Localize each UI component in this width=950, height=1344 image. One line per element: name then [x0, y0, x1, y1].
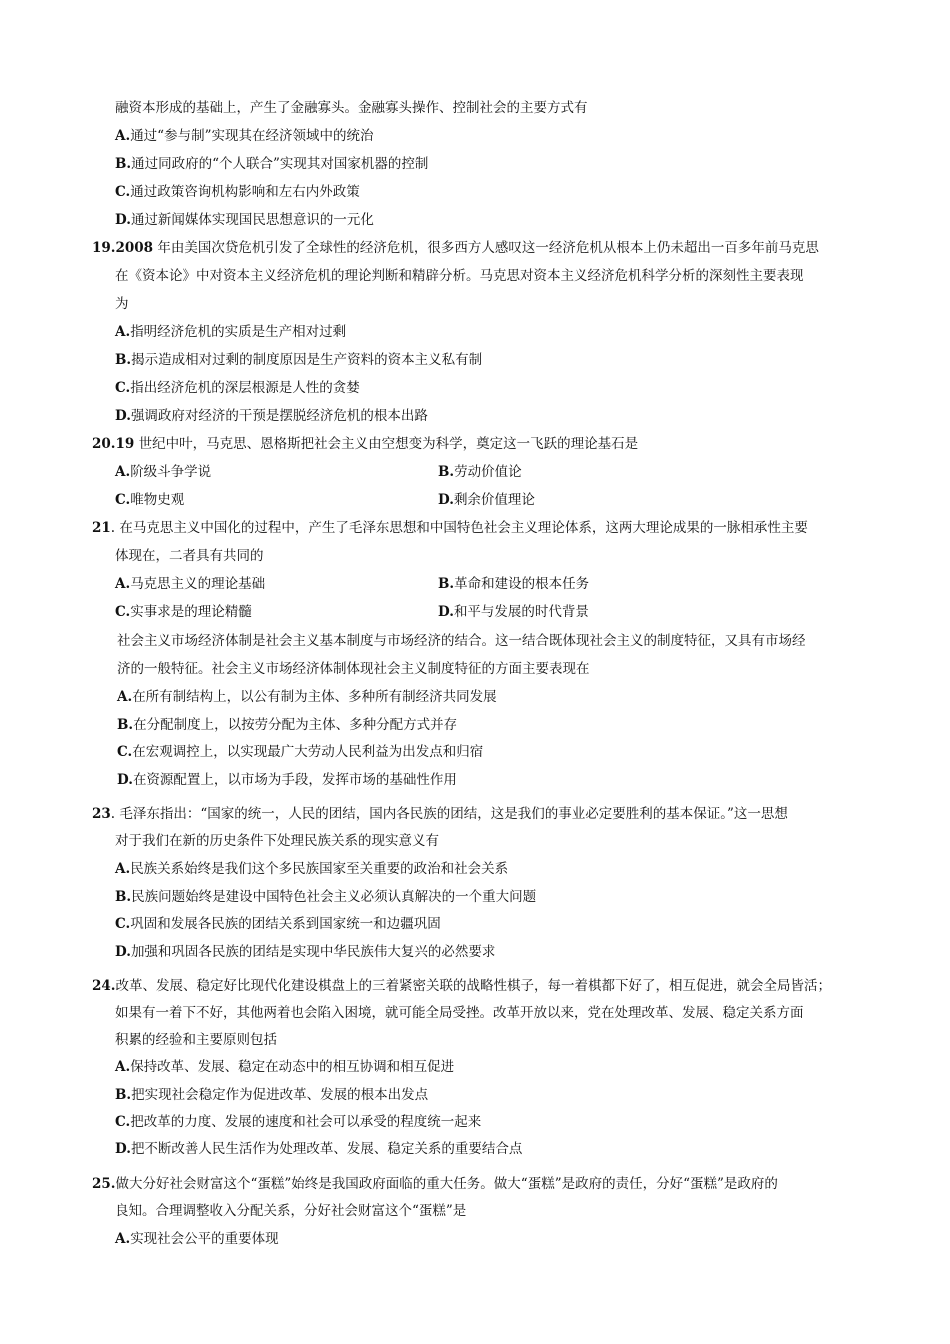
question-23-option-d: D.加强和巩固各民族的团结是实现中华民族伟大复兴的必然要求 — [115, 944, 496, 960]
question-22-stem-line-1: 社会主义市场经济体制是社会主义基本制度与市场经济的结合。这一结合既体现社会主义的制度特征，又具有市场经 — [117, 633, 806, 649]
question-21-stem-line-1: 21. 在马克思主义中国化的过程中，产生了毛泽东思想和中国特色社会主义理论体系，这两大理论成果的一脉相承性主要 — [92, 520, 808, 536]
question-19-option-d: D.强调政府对经济的干预是摆脱经济危机的根本出路 — [115, 408, 428, 424]
question-18-stem-tail: 融资本形成的基础上，产生了金融寡头。金融寡头操作、控制社会的主要方式有 — [115, 100, 588, 116]
question-18-option-a: A.通过“参与制”实现其在经济领域中的统治 — [115, 128, 374, 144]
question-22-option-d: D.在资源配置上，以市场为手段，发挥市场的基础性作用 — [117, 772, 457, 788]
question-23-option-b: B.民族问题始终是建设中国特色社会主义必须认真解决的一个重大问题 — [115, 889, 537, 905]
question-24-option-a: A.保持改革、发展、稳定在动态中的相互协调和相互促进 — [115, 1059, 455, 1075]
question-21-option-d: D.和平与发展的时代背景 — [438, 604, 589, 620]
question-24-stem-line-3: 积累的经验和主要原则包括 — [115, 1032, 277, 1048]
question-24-stem-line-2: 如果有一着下不好，其他两着也会陷入困境，就可能全局受挫。改革开放以来，党在处理改革、发展、稳定关系方面 — [115, 1005, 804, 1021]
question-19-stem-line-2: 在《资本论》中对资本主义经济危机的理论判断和精辟分析。马克思对资本主义经济危机科学分析的深刻性主要表现 — [115, 268, 804, 284]
question-18-option-b: B.通过同政府的“个人联合”实现其对国家机器的控制 — [115, 156, 429, 172]
question-22-option-c: C.在宏观调控上，以实现最广大劳动人民利益为出发点和归宿 — [117, 744, 484, 760]
question-25-option-a: A.实现社会公平的重要体现 — [115, 1231, 279, 1247]
question-18-option-d: D.通过新闻媒体实现国民思想意识的一元化 — [115, 212, 374, 228]
question-20-stem: 20.19 世纪中叶，马克思、恩格斯把社会主义由空想变为科学，奠定这一飞跃的理论基石是 — [92, 436, 639, 452]
question-24-stem-line-1: 24.改革、发展、稳定好比现代化建设棋盘上的三着紧密关联的战略性棋子，每一着棋都下好了，相互促进，就会全局皆活； — [92, 978, 831, 994]
question-25-stem-line-1: 25.做大分好社会财富这个“蛋糕”始终是我国政府面临的重大任务。做大“蛋糕”是政府的责任，分好“蛋糕”是政府的 — [92, 1176, 778, 1192]
question-24-option-c: C.把改革的力度、发展的速度和社会可以承受的程度统一起来 — [115, 1114, 482, 1130]
question-23-option-a: A.民族关系始终是我们这个多民族国家至关重要的政治和社会关系 — [115, 861, 509, 877]
question-24-option-b: B.把实现社会稳定作为促进改革、发展的根本出发点 — [115, 1087, 429, 1103]
question-21-option-c: C.实事求是的理论精髓 — [115, 604, 252, 620]
question-24-option-d: D.把不断改善人民生活作为处理改革、发展、稳定关系的重要结合点 — [115, 1141, 523, 1157]
question-19-option-c: C.指出经济危机的深层根源是人性的贪婪 — [115, 380, 360, 396]
question-20-option-b: B.劳动价值论 — [438, 464, 522, 480]
question-21-option-b: B.革命和建设的根本任务 — [438, 576, 590, 592]
question-23-stem-line-1: 23. 毛泽东指出：“国家的统一，人民的团结，国内各民族的团结，这是我们的事业必定要胜利的基本保证。”这一思想 — [92, 806, 788, 822]
question-22-option-a: A.在所有制结构上，以公有制为主体、多种所有制经济共同发展 — [117, 689, 497, 705]
question-20-option-c: C.唯物史观 — [115, 492, 185, 508]
question-20-option-a: A.阶级斗争学说 — [115, 464, 212, 480]
question-21-stem-line-2: 体现在，二者具有共同的 — [115, 548, 264, 564]
question-18-option-c: C.通过政策咨询机构影响和左右内外政策 — [115, 184, 360, 200]
question-19-stem-line-3: 为 — [115, 296, 129, 312]
question-25-stem-line-2: 良知。合理调整收入分配关系，分好社会财富这个“蛋糕”是 — [115, 1203, 467, 1219]
question-19-option-b: B.揭示造成相对过剩的制度原因是生产资料的资本主义私有制 — [115, 352, 483, 368]
question-22-option-b: B.在分配制度上，以按劳分配为主体、多种分配方式并存 — [117, 717, 458, 733]
question-19-option-a: A.指明经济危机的实质是生产相对过剩 — [115, 324, 347, 340]
question-20-option-d: D.剩余价值理论 — [438, 492, 535, 508]
question-21-option-a: A.马克思主义的理论基础 — [115, 576, 266, 592]
question-19-stem-line-1: 19.2008 年由美国次贷危机引发了全球性的经济危机，很多西方人感叹这一经济危机从根本上仍未超出一百多年前马克思 — [92, 240, 819, 256]
question-23-stem-line-2: 对于我们在新的历史条件下处理民族关系的现实意义有 — [115, 833, 439, 849]
question-23-option-c: C.巩固和发展各民族的团结关系到国家统一和边疆巩固 — [115, 916, 441, 932]
question-22-stem-line-2: 济的一般特征。社会主义市场经济体制体现社会主义制度特征的方面主要表现在 — [117, 661, 590, 677]
